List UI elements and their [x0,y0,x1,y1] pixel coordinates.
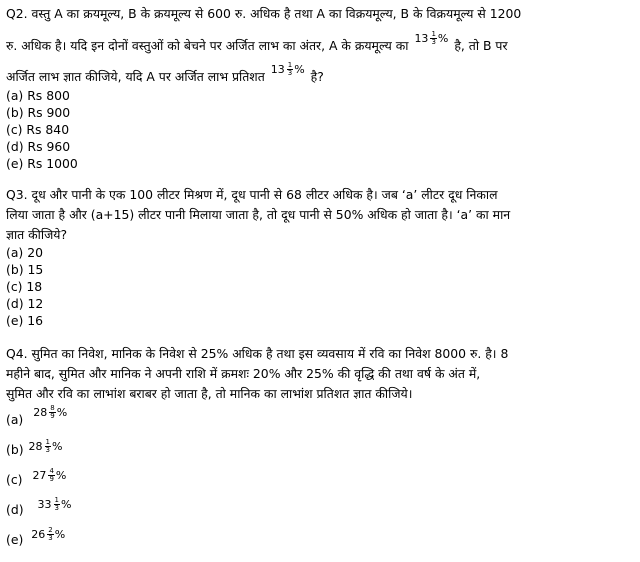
frac-whole: 13 [414,32,429,45]
q2-line-2-tail: है, तो B पर [454,38,508,53]
q4-option-c[interactable] [6,467,67,488]
q4-option-e[interactable] [6,526,66,548]
q4-line-2: महीने बाद, सुमित और मानिक ने अपनी राशि में क्रमशः 20% और 25% की वृद्धि की तथा वर्ष के अंत में, [6,366,481,381]
frac [48,468,54,483]
option-fraction [33,405,67,420]
q3-option-c[interactable]: (c) 18 [6,279,43,294]
q3-option-d[interactable]: (d) 12 [6,296,44,311]
q2-line-1: Q2. वस्तु A का क्रयमूल्य, B के क्रयमूल्य से 600 रु. अधिक है तथा A का विक्रयमूल्य, B के विक्रयमूल्य से 1200 [6,6,522,21]
frac [45,439,51,454]
option-fraction [31,527,65,542]
frac-unit: % [294,63,305,76]
frac-den: 9 [50,412,55,420]
q4-option-a[interactable] [6,404,68,428]
frac-den: 3 [287,69,293,77]
option-label: (d) [6,502,24,517]
frac [47,527,53,542]
option-label: (b) [6,442,24,457]
option-label: (a) [6,412,24,427]
q3-option-a[interactable]: (a) 20 [6,245,43,260]
q3-option-e[interactable]: (e) 16 [6,313,43,328]
frac-unit: % [51,440,63,453]
frac-den: 3 [54,504,59,512]
frac-whole: 28 [28,440,43,453]
q4-option-b[interactable] [6,438,63,458]
frac-num: 4 [49,467,54,475]
frac [49,405,55,420]
frac-whole: 27 [32,469,47,482]
option-fraction [29,439,63,454]
frac-num: 1 [45,438,50,446]
q2-fraction-13-1-3 [414,31,448,46]
frac-den: 9 [49,475,54,483]
q4-line-1: Q4. सुमित का निवेश, मानिक के निवेश से 25% अधिक है तथा इस व्यवसाय में रवि का निवेश 8000 रु. है। 8 [6,346,509,361]
frac-num: 1 [431,30,436,38]
frac-unit: % [55,469,67,482]
q3-line-3: ज्ञात कीजिये? [6,227,68,242]
frac-num: 2 [48,526,53,534]
option-label: (e) [6,532,24,547]
option-fraction [38,497,72,512]
frac-den: 3 [45,446,50,454]
q3-option-b[interactable]: (b) 15 [6,262,44,277]
frac-whole: 26 [31,528,46,541]
frac [430,31,436,46]
q2-option-d[interactable]: (d) Rs 960 [6,139,71,154]
q3-line-1: Q3. दूध और पानी के एक 100 लीटर मिश्रण में, दूध पानी से 68 लीटर अधिक है। जब ‘a’ लीटर दूध निकाल [6,187,498,202]
frac-whole: 28 [33,406,48,419]
q2-line-2-text: रु. अधिक है। यदि इन दोनों वस्तुओं को बेचने पर अर्जित लाभ का अंतर, A के क्रयमूल्य का [6,38,409,53]
frac-num: 1 [287,61,293,69]
frac-num: 1 [54,496,59,504]
q2-line-2 [6,30,508,54]
q2-option-c[interactable]: (c) Rs 840 [6,122,70,137]
q2-line-3 [6,61,324,85]
frac [287,62,293,77]
frac-den: 3 [431,38,436,46]
q4-option-d[interactable] [6,496,72,518]
frac-whole: 13 [270,63,285,76]
q2-line-3-text: अर्जित लाभ ज्ञात कीजिये, यदि A पर अर्जित लाभ प्रतिशत [6,69,265,84]
frac-den: 3 [48,534,53,542]
q2-fraction-13-1-3-b [271,62,305,77]
frac-unit: % [60,498,72,511]
frac-num: 8 [50,404,55,412]
q2-option-e[interactable]: (e) Rs 1000 [6,156,78,171]
frac-unit: % [56,406,68,419]
frac-unit: % [437,32,449,45]
q2-option-b[interactable]: (b) Rs 900 [6,105,71,120]
frac-unit: % [54,528,66,541]
option-label: (c) [6,472,23,487]
q2-option-a[interactable]: (a) Rs 800 [6,88,70,103]
frac-whole: 33 [37,498,52,511]
q4-line-3: सुमित और रवि का लाभांश बराबर हो जाता है, तो मानिक का लाभांश प्रतिशत ज्ञात कीजिये। [6,386,413,401]
q2-line-3-tail: है? [310,69,324,84]
q3-line-2: लिया जाता है और (a+15) लीटर पानी मिलाया जाता है, तो दूध पानी से 50% अधिक हो जाता है। ‘a’ का मान [6,207,511,222]
option-fraction [32,468,66,483]
frac [54,497,60,512]
